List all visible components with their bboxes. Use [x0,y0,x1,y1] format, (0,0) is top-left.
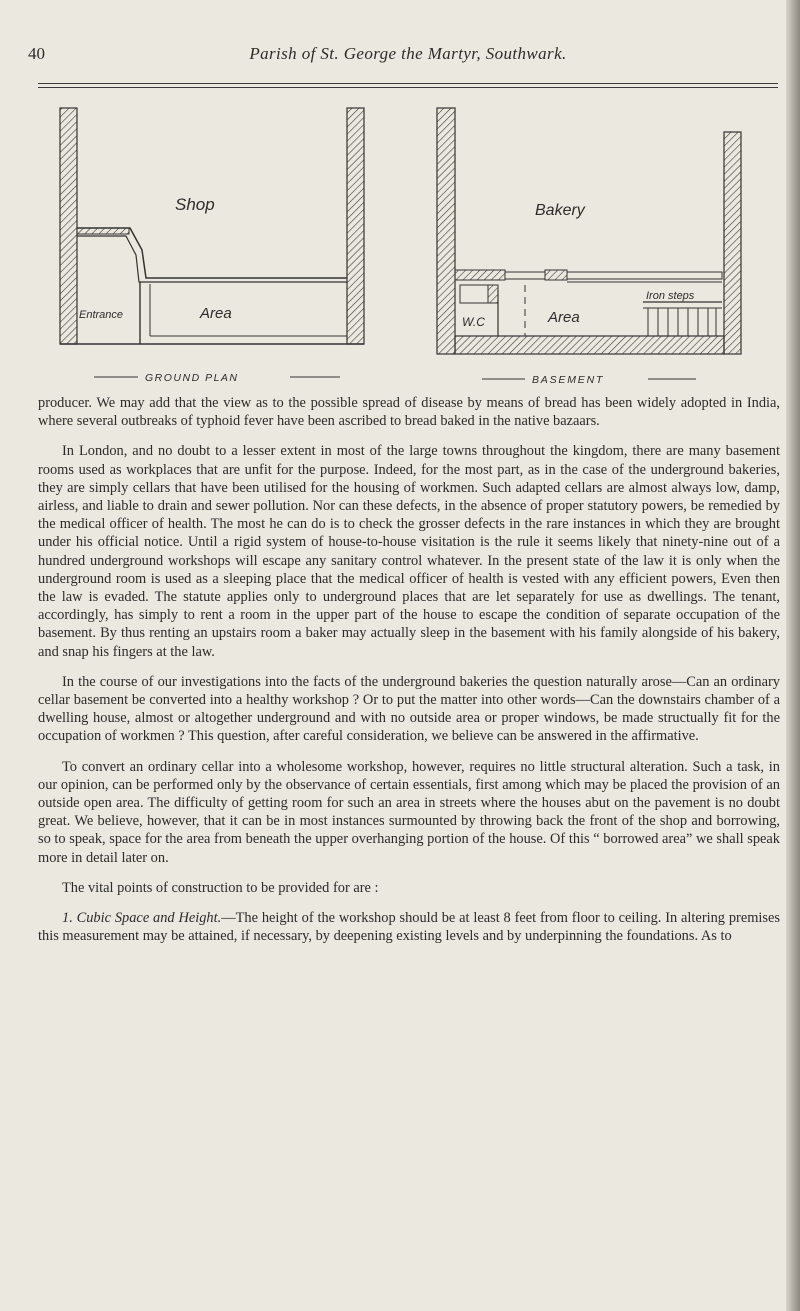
shop-label: Shop [175,195,215,214]
basement-left-wall [437,108,455,354]
paragraph-1: producer. We may add that the view as to the possible spread of disease by means of bread has been widely adopted in India, where several outbreaks of typhoid fever have been ascribed to bread baked in the native bazaars. [38,395,780,430]
ground-plan-caption: GROUND PLAN [145,372,239,384]
beam-right [567,272,722,279]
basement-area-label: Area [548,309,580,326]
beam-left [455,270,505,280]
wc-wall [488,285,498,303]
beam-block [545,270,567,280]
beam-mid [505,272,545,279]
running-title: Parish of St. George the Martyr, Southwark. [249,44,567,63]
basement-floor [455,336,724,354]
ground-plan [60,108,364,384]
floor-plan-figure [0,0,800,400]
right-wall [347,108,364,344]
basement-plan [437,108,741,386]
left-wall [60,108,77,344]
ground-area-label: Area [200,305,232,322]
paragraph-6-body: —The height of the workshop should be at least 8 feet from floor to ceiling. In altering premises this measurement may be attained, if necessary, by deepening existing levels and by underpinning the foundations. As to [38,910,780,945]
paragraph-5: The vital points of construction to be provided for are : [62,879,379,896]
page-number: 40 [28,44,45,63]
wc-label: W.C [462,315,485,329]
shop-front-ledge [77,228,129,234]
paragraph-2: In London, and no doubt to a lesser extent in most of the large towns throughout the kingdom, there are many basement rooms used as workplaces that are unfit for the purpose. Indeed, for the most part, as in the case of the underground bakeries, they are simply cellars that have been utilised for the housing of workmen. Such adapted cellars are almost always low, damp, airless, and liable to drain and sewer pollution. Nor can these defects, in the absence of proper statutory powers, be remedied by the medical officer of health. The most he can do is to check the grosser defects in the rare instances in which they are brought under his official notice. Until a rigid system of house-to-house visitation is the rule it seems likely that ninety-nine out of a hundred underground workshops will escape any sanitary control whatever. In the present state of the law it is only when the underground room is used as a sleeping place that the medical officer of health is vested with any efficient powers, Even then the law is evaded. The statute applies only to underground places that are let separately for use as dwellings. The tenant, accordingly, has simply to rent a room in the upper part of the house to escape the condition of separate occupation of the basement. By thus renting an upstairs room a baker may actually sleep in the basement with his family alongside of his bakery, and snap his fingers at the law. [38,443,780,660]
paragraph-3: In the course of our investigations into the facts of the underground bakeries the question naturally arose—Can an ordinary cellar basement be converted into a healthy workshop ? Or to put the matter into other words—Can the downstairs chamber of a dwelling house, almost or altogether underground and with no outside area or proper windows, be made structually fit for the occupation of workmen ? This question, after careful consideration, we believe can be answered in the affirmative. [38,673,780,745]
bakery-label: Bakery [535,202,585,219]
wc-cistern [460,285,488,303]
iron-steps-label: Iron steps [646,290,695,302]
iron-steps-bars [648,308,716,336]
entrance-label: Entrance [79,309,124,321]
shop-front-line-inner [77,236,347,282]
basement-caption: BASEMENT [532,374,605,386]
paragraph-4: To convert an ordinary cellar into a wholesome workshop, however, requires no little structural alteration. Such a task, in our opinion, can be performed only by the observance of certain essentials, first among which may be placed the provision of an outside open area. The difficulty of getting room for such an area in streets where the houses abut on the pavement is no doubt great. We believe, however, that it can be in most instances surmounted by throwing back the front of the shop and borrowing, so to speak, space for the area from beneath the upper overhanging portion of the house. Of this “ borrowed area” we shall speak more in detail later on. [38,758,780,866]
paragraph-6 [38,909,780,945]
section-heading: 1. Cubic Space and Height. [62,910,222,927]
body-text [38,394,780,958]
basement-right-wall [724,132,741,354]
